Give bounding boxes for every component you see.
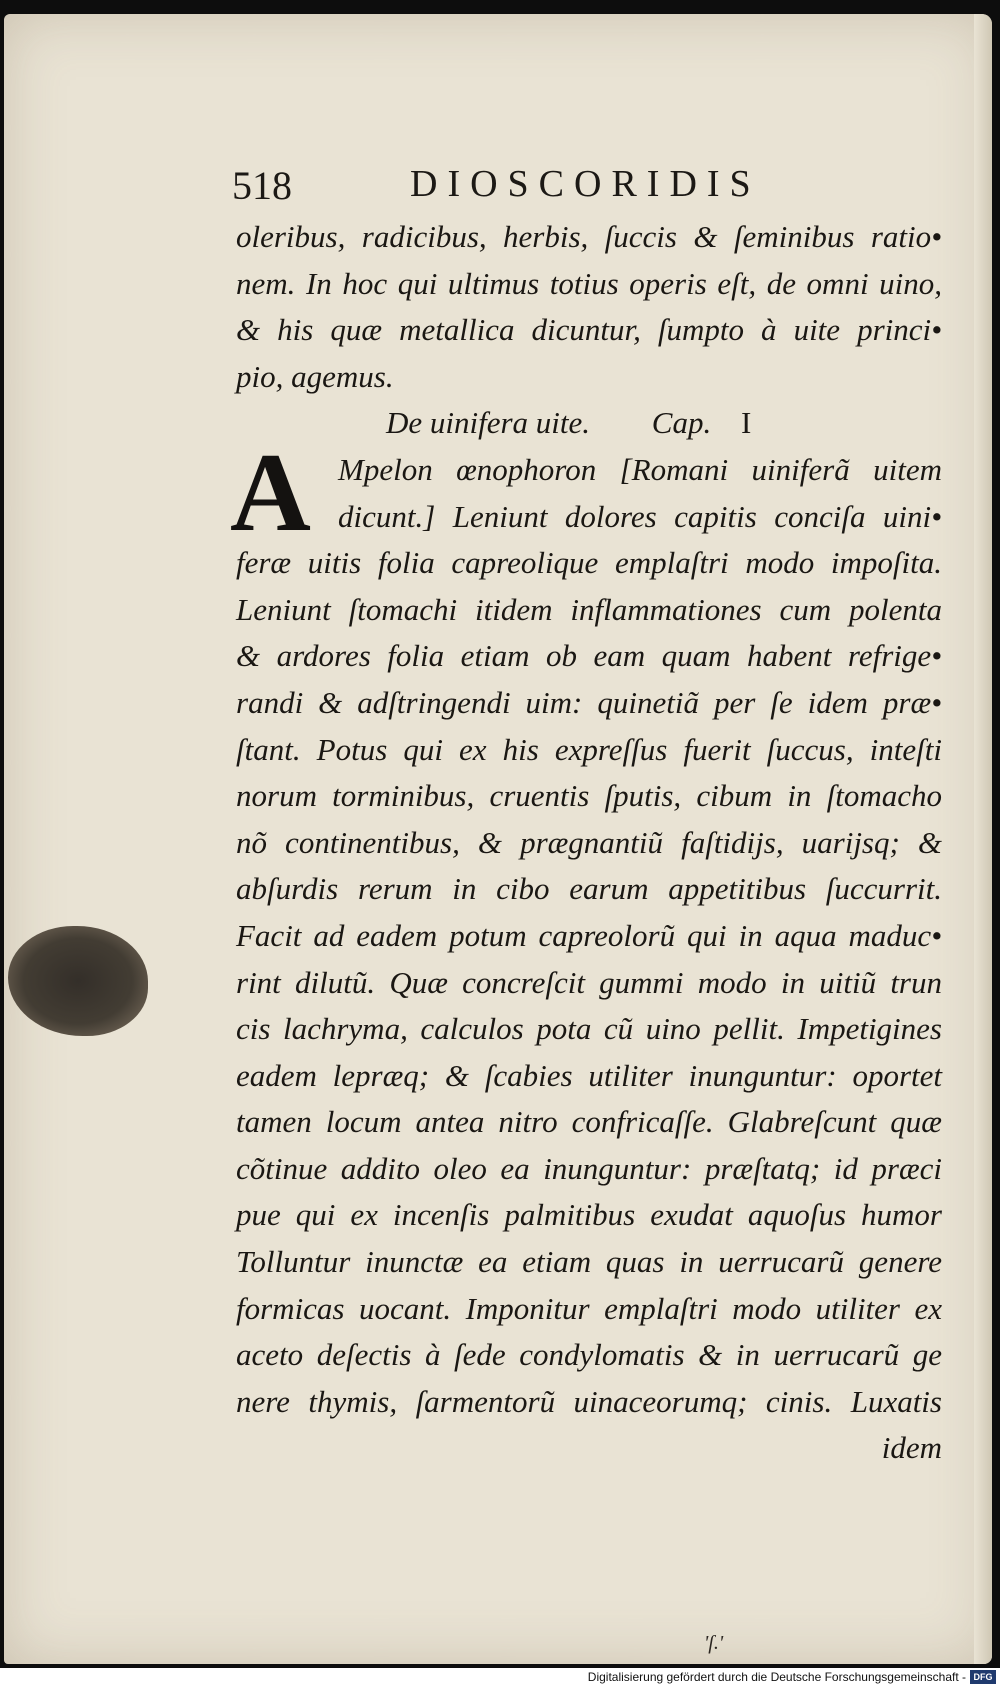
text-line: formicas uocant. Imponitur emplaſtri modo utiliter ex <box>236 1290 942 1326</box>
drop-cap: A <box>230 430 311 555</box>
text-line: pio, agemus. <box>236 358 394 394</box>
signature-mark: 'ſ.' <box>704 1632 724 1654</box>
text-line: & his quæ metallica dicuntur, ſumpto à uite princi• <box>236 312 942 348</box>
folio-number: 518 <box>232 163 292 208</box>
text-line: dicunt.] Leniunt dolores capitis conciſa uini• <box>338 498 942 534</box>
text-line: tamen locum antea nitro confricaſſe. Glabreſcunt quæ <box>236 1104 942 1140</box>
footer-credit: Digitalisierung gefördert durch die Deutsche Forschungsgemeinschaft - <box>587 1670 966 1684</box>
text-line: nem. In hoc qui ultimus totius operis eſt, de omni uino, <box>236 265 942 301</box>
text-line: ſtant. Potus qui ex his expreſſus fuerit ſuccus, inteſti <box>236 731 942 767</box>
text-line: rint dilutũ. Quæ concreſcit gummi modo in uitiũ trun <box>236 964 942 1000</box>
text-line: oleribus, radicibus, herbis, ſuccis & ſeminibus ratio• <box>236 219 942 254</box>
text-line: Leniunt ſtomachi itidem inflammationes cum polenta <box>236 591 942 627</box>
text-line: Mpelon œnophoron [Romani uiniferã uitem <box>338 451 942 487</box>
catchword: idem <box>881 1430 942 1466</box>
ink-stain <box>8 926 148 1036</box>
chapter-heading <box>236 400 942 447</box>
dfg-logo-icon: DFG <box>970 1670 996 1684</box>
page-header <box>232 162 792 212</box>
chapter-cap-label: Cap. <box>651 405 712 441</box>
text-line: pue qui ex incenſis palmitibus exudat aquoſus humor <box>236 1197 942 1233</box>
chapter-number: I <box>740 405 752 441</box>
book-page <box>4 14 992 1664</box>
text-line: abſurdis rerum in cibo earum appetitibus ſuccurrit. <box>236 871 942 907</box>
text-line: feræ uitis folia capreolique emplaſtri modo impoſita. <box>236 545 942 581</box>
text-line: nere thymis, ſarmentorũ uinaceorumq; cinis. Luxatis <box>236 1383 942 1419</box>
page-edge <box>974 14 992 1664</box>
paragraph-start <box>230 430 942 555</box>
text-line: aceto deſectis à ſede condylomatis & in uerrucarũ ge <box>236 1337 942 1373</box>
text-line: cis lachryma, calculos pota cũ uino pellit. Impetigines <box>236 1011 942 1047</box>
text-line: eadem lepræq; & ſcabies utiliter inunguntur: oportet <box>236 1057 942 1093</box>
text-line: & ardores folia etiam ob eam quam habent refrige• <box>236 638 942 674</box>
main-text <box>230 214 942 1472</box>
chapter-title: De uinifera uite. <box>386 405 591 441</box>
footer-bar <box>0 1668 1000 1687</box>
text-line: cõtinue addito oleo ea inunguntur: præſtatq; id præci <box>236 1150 942 1186</box>
text-line: Tolluntur inunctæ ea etiam quas in uerrucarũ genere <box>236 1244 942 1280</box>
text-line: Facit ad eadem potum capreolorũ qui in aqua maduc• <box>236 917 942 953</box>
text-line: nõ continentibus, & prægnantiũ faſtidijs, uarijsq; & <box>236 824 942 860</box>
text-line: randi & adſtringendi uim: quinetiã per ſe idem præ• <box>236 684 942 720</box>
text-line: norum torminibus, cruentis ſputis, cibum in ſtomacho <box>236 778 942 814</box>
running-head: DIOSCORIDIS <box>410 163 761 205</box>
